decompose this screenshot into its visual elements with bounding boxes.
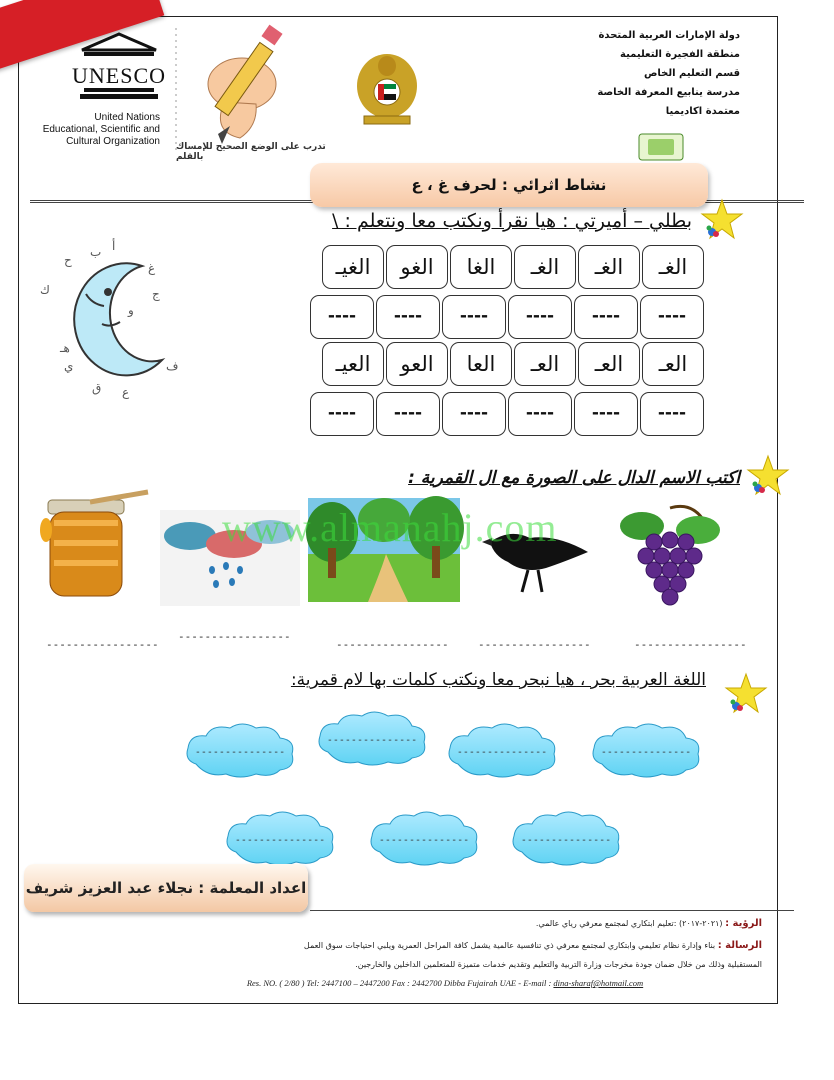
writing-blank: ---- xyxy=(574,295,638,339)
moon-letter: ف xyxy=(166,359,179,373)
syllable-cell: العا xyxy=(450,342,512,386)
cloud-answer-blank: --------------- xyxy=(600,747,692,758)
honey-jar-picture xyxy=(30,486,154,606)
writing-blank: ---- xyxy=(574,392,638,436)
school-logo xyxy=(638,133,684,161)
section1-title: بطلي – أميرتي : هيا نقرأ ونكتب معا ونتعلم : \ xyxy=(332,210,692,232)
moon-letter: أ xyxy=(112,239,116,253)
writing-blank: ---- xyxy=(310,295,374,339)
writing-blank: ---- xyxy=(640,392,704,436)
cloud-answer-blank: --------------- xyxy=(520,835,612,846)
syllable-cell: العيـ xyxy=(322,342,384,386)
footer-divider xyxy=(310,910,794,911)
vision-line: الرؤية : (٢٠٢١-٢٠١٧) :تعليم ابتكاري لمجتمع معرفي رياي عالمي. xyxy=(535,918,762,929)
section3-title: اللغة العربية بحر ، هيا نبحر معا ونكتب كلمات بها لام قمرية: xyxy=(290,670,706,690)
syllable-cell: العـ xyxy=(578,342,640,386)
teacher-credit: اعداد المعلمة : نجلاء عبد العزيز شريف xyxy=(24,864,308,912)
pencil-caption: تدرب على الوضع الصحيح للإمساك بالقلم xyxy=(176,142,326,162)
answer-line: ----------------- xyxy=(634,638,747,651)
syllable-cell: العـ xyxy=(514,342,576,386)
syllable-cell: الغو xyxy=(386,245,448,289)
syllable-cell: الغا xyxy=(450,245,512,289)
syllable-cell: الغيـ xyxy=(322,245,384,289)
writing-blank: ---- xyxy=(442,295,506,339)
moon-letter: هـ xyxy=(60,341,70,355)
writing-blank: ---- xyxy=(640,295,704,339)
writing-blank: ---- xyxy=(310,392,374,436)
syllable-cell: الغـ xyxy=(514,245,576,289)
moon-letter: و xyxy=(128,303,134,317)
answer-line: ----------------- xyxy=(178,630,291,643)
unesco-caption: United Nations Educational, Scientific and Cultural Organization xyxy=(42,112,160,147)
writing-blank: ---- xyxy=(508,295,572,339)
writing-blank: ---- xyxy=(376,295,440,339)
star-icon xyxy=(700,198,744,242)
moon-letter: ب xyxy=(90,245,102,259)
writing-blank: ---- xyxy=(376,392,440,436)
answer-line: ----------------- xyxy=(46,638,159,651)
cloud-answer-blank: --------------- xyxy=(378,835,470,846)
pencil-hand-illustration xyxy=(172,22,342,162)
moon-letter: غ xyxy=(148,261,156,275)
star-icon xyxy=(746,454,790,498)
moon-letter: ع xyxy=(122,385,130,399)
unesco-logo xyxy=(71,32,167,102)
star-icon xyxy=(724,672,768,716)
syllable-cell: العو xyxy=(386,342,448,386)
grapes-picture xyxy=(610,502,728,610)
mission-line: الرسالة : بناء وإدارة نظام تعليمي وابتكاري لمجتمع معرفي ذي تنافسية عالمية يشمل كافة المراحل العمرية ويلبي احتياجات سوق العمل xyxy=(303,940,762,951)
site-watermark: www.almanahj.com xyxy=(222,505,558,550)
syllable-cell: الغـ xyxy=(578,245,640,289)
answer-line: ----------------- xyxy=(336,638,449,651)
cloud-answer-blank: --------------- xyxy=(326,735,418,746)
cloud-answer-blank: --------------- xyxy=(234,835,326,846)
activity-title: نشاط اثرائي : لحرف غ ، ع xyxy=(310,163,708,207)
mission-line-2: المستقبلية وذلك من خلال ضمان جودة مخرجات وزارة التربية والتعليم وتقديم خدمات متميزة للمتعلمين الداخلين والخارجين. xyxy=(355,960,762,969)
uae-emblem xyxy=(350,48,424,130)
syllable-cell: الغـ xyxy=(642,245,704,289)
moon-letter: ك xyxy=(40,283,50,297)
moon-letter: ج xyxy=(152,287,160,301)
moon-letters-illustration xyxy=(30,232,180,410)
moon-letter: ح xyxy=(64,253,72,267)
section2-title: اكتب الاسم الدال على الصورة مع ال القمرية : xyxy=(408,468,740,488)
moon-letter: ق xyxy=(92,381,102,395)
unesco-logo-text: UNESCO xyxy=(71,63,167,88)
writing-blank: ---- xyxy=(508,392,572,436)
cloud-answer-blank: --------------- xyxy=(194,747,286,758)
email-link[interactable]: dina-sharaf@hotmail.com xyxy=(553,978,644,988)
school-header: دولة الإمارات العربية المتحدة منطقة الفجيرة التعليمية قسم التعليم الخاص مدرسة ينابيع المعرفة الخاصة معتمدة اكاديميا xyxy=(597,30,740,117)
moon-letter: ي xyxy=(64,359,74,373)
syllable-cell: العـ xyxy=(642,342,704,386)
writing-blank: ---- xyxy=(442,392,506,436)
cloud-answer-blank: --------------- xyxy=(456,747,548,758)
contact-line: Res. NO. ( 2/80 ) Tel: 2447100 – 2447200 Fax : 2442700 Dibba Fujairah UAE - E-mail : dina-sharaf@hotmail.com xyxy=(246,978,644,988)
answer-line: ----------------- xyxy=(478,638,591,651)
